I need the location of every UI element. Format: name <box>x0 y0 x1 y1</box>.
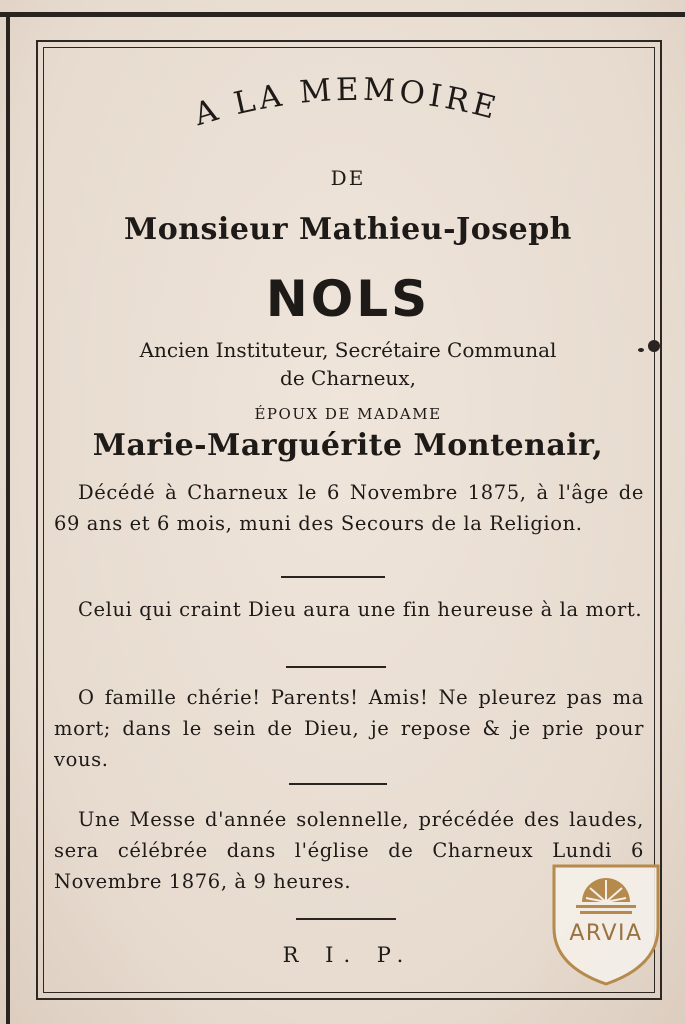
divider <box>289 783 387 785</box>
mass-announcement-paragraph: Une Messe d'année solennelle, précédée des laudes, sera célébrée dans l'église de Charneux Lundi 6 Novembre 1876, à 9 heures. <box>54 808 644 893</box>
divider <box>296 918 396 920</box>
memorial-heading-text: A LA MEMOIRE <box>189 71 504 134</box>
scripture-paragraph: Celui qui craint Dieu aura une fin heureuse à la mort. <box>78 598 643 621</box>
deceased-place: de Charneux, <box>280 366 416 390</box>
card-edge-top <box>0 12 685 17</box>
divider <box>286 666 386 668</box>
deceased-surname: NOLS <box>265 270 431 328</box>
divider <box>281 576 385 578</box>
memorial-heading <box>120 68 570 158</box>
spouse-label: ÉPOUX DE MADAME <box>254 405 442 423</box>
ink-spot <box>648 340 660 352</box>
family-prayer-paragraph: O famille chérie! Parents! Amis! Ne pleurez pas ma mort; dans le sein de Dieu, je repose & je prie pour vous. <box>54 686 644 771</box>
card-edge-left <box>6 12 10 1024</box>
rip-inscription: R I. P. <box>282 943 414 967</box>
de-label: DE <box>330 166 366 190</box>
ink-spot <box>638 348 644 352</box>
deceased-name: Monsieur Mathieu-Joseph <box>124 212 572 247</box>
spouse-name: Marie-Marguérite Montenair, <box>92 428 604 463</box>
death-notice-paragraph: Décédé à Charneux le 6 Novembre 1875, à l'âge de 69 ans et 6 mois, muni des Secours de la Religion. <box>54 481 644 535</box>
deceased-role: Ancien Instituteur, Secrétaire Communal <box>139 338 557 362</box>
arvia-watermark-label: ARVIA <box>569 921 643 946</box>
